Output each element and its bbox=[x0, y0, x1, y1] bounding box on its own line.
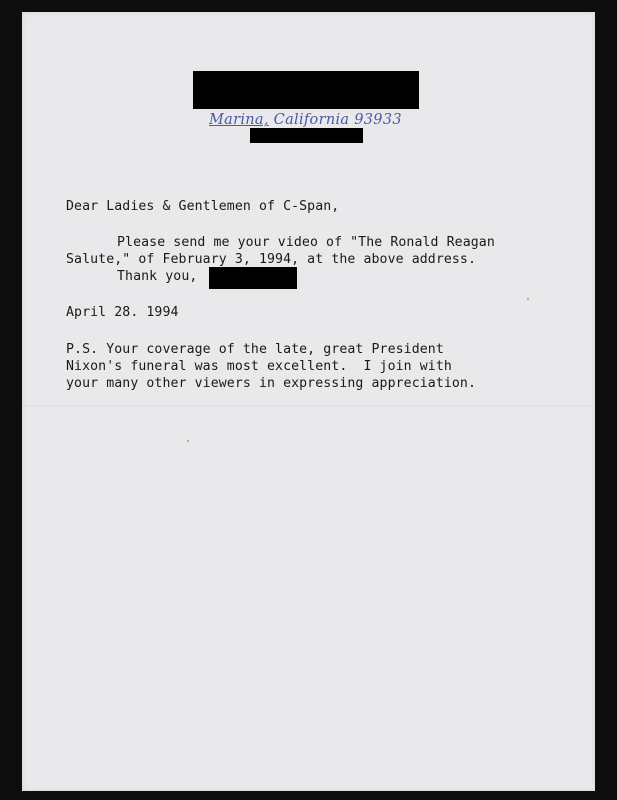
letter-paper bbox=[22, 12, 595, 791]
paper-fold-line bbox=[22, 405, 595, 406]
postscript-line-2: Nixon's funeral was most excellent. I join with bbox=[66, 359, 452, 374]
address-city: Marina, bbox=[209, 112, 269, 128]
postscript-line-3: your many other viewers in expressing appreciation. bbox=[66, 376, 477, 391]
body-line-2: Salute," of February 3, 1994, at the above address. bbox=[66, 252, 477, 267]
postscript-line-1: P.S. Your coverage of the late, great President bbox=[66, 342, 444, 357]
paper-speck bbox=[187, 440, 189, 442]
letter-date: April 28. 1994 bbox=[66, 305, 179, 320]
handwritten-address bbox=[209, 112, 402, 128]
salutation: Dear Ladies & Gentlemen of C-Span, bbox=[66, 199, 340, 214]
address-state-zip: California 93933 bbox=[268, 112, 402, 128]
closing: Thank you, bbox=[117, 269, 198, 284]
paper-speck bbox=[527, 298, 529, 300]
redacted-address-detail bbox=[250, 128, 363, 143]
body-line-1: Please send me your video of "The Ronald Reagan bbox=[117, 235, 495, 250]
redacted-signature bbox=[209, 267, 297, 289]
redacted-sender-name bbox=[193, 71, 419, 109]
